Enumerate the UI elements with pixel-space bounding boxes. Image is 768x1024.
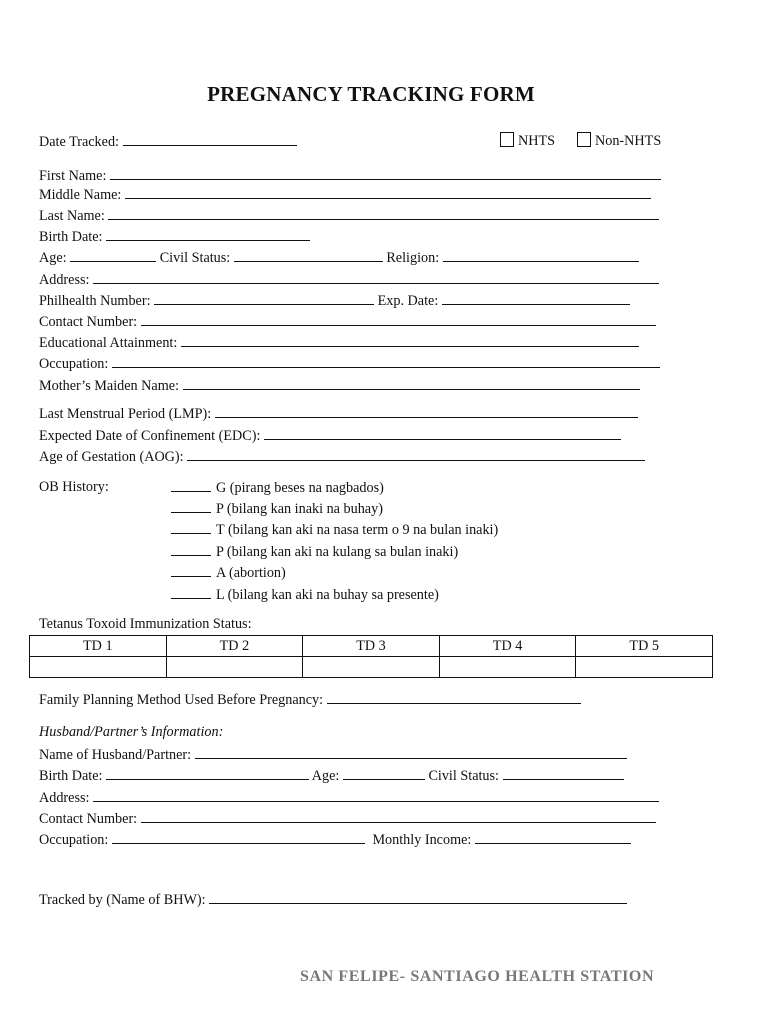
husband-birth-field[interactable] (106, 766, 309, 780)
husband-address-row (39, 788, 659, 807)
tracked-by-field[interactable] (209, 890, 627, 904)
td2-cell[interactable] (166, 657, 303, 678)
husband-address-label: Address: (39, 790, 90, 806)
husband-birth-row (39, 766, 624, 785)
last-name-row (39, 206, 659, 225)
contact-label: Contact Number: (39, 314, 138, 330)
husband-address-field[interactable] (93, 788, 659, 802)
middle-name-label: Middle Name: (39, 187, 122, 203)
td3-cell[interactable] (303, 657, 440, 678)
middle-name-row (39, 185, 651, 204)
philhealth-field[interactable] (154, 291, 374, 305)
family-planning-field[interactable] (327, 690, 581, 704)
tetanus-table (29, 635, 713, 678)
husband-civil-label: Civil Status: (428, 768, 499, 784)
age-label: Age: (39, 250, 67, 266)
nhts-label: NHTS (518, 133, 556, 149)
maiden-name-field[interactable] (183, 376, 640, 390)
edc-field[interactable] (264, 426, 621, 440)
address-row (39, 270, 659, 289)
occupation-row (39, 354, 660, 373)
husband-occupation-field[interactable] (112, 830, 365, 844)
ob-p-field[interactable] (171, 499, 211, 513)
td2-header: TD 2 (166, 636, 303, 657)
tracked-by-label: Tracked by (Name of BHW): (39, 892, 206, 908)
td1-header: TD 1 (30, 636, 167, 657)
maiden-name-row (39, 376, 640, 395)
lmp-row (39, 404, 638, 423)
nhts-checkbox[interactable] (500, 132, 514, 147)
ob-item-label: A (abortion) (216, 565, 286, 581)
education-field[interactable] (181, 333, 639, 347)
form-title: PREGNANCY TRACKING FORM (207, 82, 535, 106)
tetanus-label: Tetanus Toxoid Immunization Status: (39, 616, 252, 632)
td3-header: TD 3 (303, 636, 440, 657)
exp-date-label: Exp. Date: (377, 293, 439, 309)
td5-header: TD 5 (576, 636, 713, 657)
monthly-income-field[interactable] (475, 830, 631, 844)
ob-item (171, 499, 383, 518)
address-label: Address: (39, 272, 90, 288)
ob-item-label: L (bilang kan aki na buhay sa presente) (216, 587, 439, 603)
first-name-row (39, 166, 661, 185)
ob-history-label: OB History: (39, 479, 109, 495)
maiden-name-label: Mother’s Maiden Name: (39, 378, 180, 394)
td5-cell[interactable] (576, 657, 713, 678)
education-row (39, 333, 639, 352)
religion-field[interactable] (443, 248, 639, 262)
husband-name-label: Name of Husband/Partner: (39, 747, 192, 763)
ob-item (171, 542, 458, 561)
occupation-field[interactable] (112, 354, 660, 368)
exp-date-field[interactable] (442, 291, 630, 305)
husband-birth-label: Birth Date: (39, 768, 103, 784)
ob-item-label: G (pirang beses na nagbados) (216, 480, 384, 496)
aog-label: Age of Gestation (AOG): (39, 449, 184, 465)
edc-row (39, 426, 621, 445)
ob-item (171, 520, 498, 539)
edc-label: Expected Date of Confinement (EDC): (39, 428, 261, 444)
husband-name-row (39, 745, 627, 764)
aog-field[interactable] (187, 447, 645, 461)
middle-name-field[interactable] (125, 185, 651, 199)
ob-a-field[interactable] (171, 563, 211, 577)
husband-civil-field[interactable] (503, 766, 624, 780)
td1-cell[interactable] (30, 657, 167, 678)
husband-contact-label: Contact Number: (39, 811, 138, 827)
first-name-label: First Name: (39, 168, 107, 184)
footer-station-name: SAN FELIPE- SANTIAGO HEALTH STATION (300, 968, 655, 985)
husband-contact-row (39, 809, 656, 828)
first-name-field[interactable] (110, 166, 661, 180)
philhealth-row (39, 291, 630, 310)
husband-name-field[interactable] (195, 745, 627, 759)
non-nhts-option (577, 132, 661, 150)
religion-label: Religion: (386, 250, 440, 266)
ob-item-label: P (bilang kan inaki na buhay) (216, 501, 383, 517)
nhts-option (500, 132, 555, 150)
husband-occupation-row (39, 830, 631, 849)
td4-header: TD 4 (439, 636, 576, 657)
ob-l-field[interactable] (171, 585, 211, 599)
birth-date-field[interactable] (106, 227, 310, 241)
ob-item-label: T (bilang kan aki na nasa term o 9 na bulan inaki) (216, 522, 499, 538)
ob-t-field[interactable] (171, 520, 211, 534)
husband-contact-field[interactable] (141, 809, 656, 823)
contact-field[interactable] (141, 312, 656, 326)
lmp-label: Last Menstrual Period (LMP): (39, 406, 212, 422)
civil-status-label: Civil Status: (159, 250, 231, 266)
family-planning-row (39, 690, 581, 709)
date-tracked-row (39, 132, 297, 151)
birth-date-row (39, 227, 310, 246)
age-field[interactable] (70, 248, 156, 262)
tetanus-value-row (30, 657, 713, 678)
husband-age-field[interactable] (343, 766, 425, 780)
date-tracked-label: Date Tracked: (39, 134, 119, 150)
td4-cell[interactable] (439, 657, 576, 678)
philhealth-label: Philhealth Number: (39, 293, 151, 309)
birth-date-label: Birth Date: (39, 229, 103, 245)
last-name-label: Last Name: (39, 208, 105, 224)
lmp-field[interactable] (215, 404, 638, 418)
address-field[interactable] (93, 270, 659, 284)
family-planning-label: Family Planning Method Used Before Pregnancy: (39, 692, 324, 708)
date-tracked-field[interactable] (123, 132, 297, 146)
aog-row (39, 447, 645, 466)
age-row (39, 248, 639, 267)
ob-item-label: P (bilang kan aki na kulang sa bulan inaki) (216, 544, 459, 560)
ob-item (171, 563, 286, 582)
civil-status-field[interactable] (234, 248, 383, 262)
non-nhts-label: Non-NHTS (595, 133, 662, 149)
occupation-label: Occupation: (39, 356, 109, 372)
monthly-income-label: Monthly Income: (372, 832, 472, 848)
husband-age-label: Age: (311, 768, 340, 784)
tracked-by-row (39, 890, 627, 909)
non-nhts-checkbox[interactable] (577, 132, 591, 147)
ob-p2-field[interactable] (171, 542, 211, 556)
ob-g-field[interactable] (171, 478, 211, 492)
ob-item (171, 585, 439, 604)
contact-row (39, 312, 656, 331)
last-name-field[interactable] (108, 206, 659, 220)
husband-heading: Husband/Partner’s Information: (39, 724, 224, 740)
education-label: Educational Attainment: (39, 335, 178, 351)
ob-item (171, 478, 384, 497)
tetanus-header-row (30, 636, 713, 657)
husband-occupation-label: Occupation: (39, 832, 109, 848)
